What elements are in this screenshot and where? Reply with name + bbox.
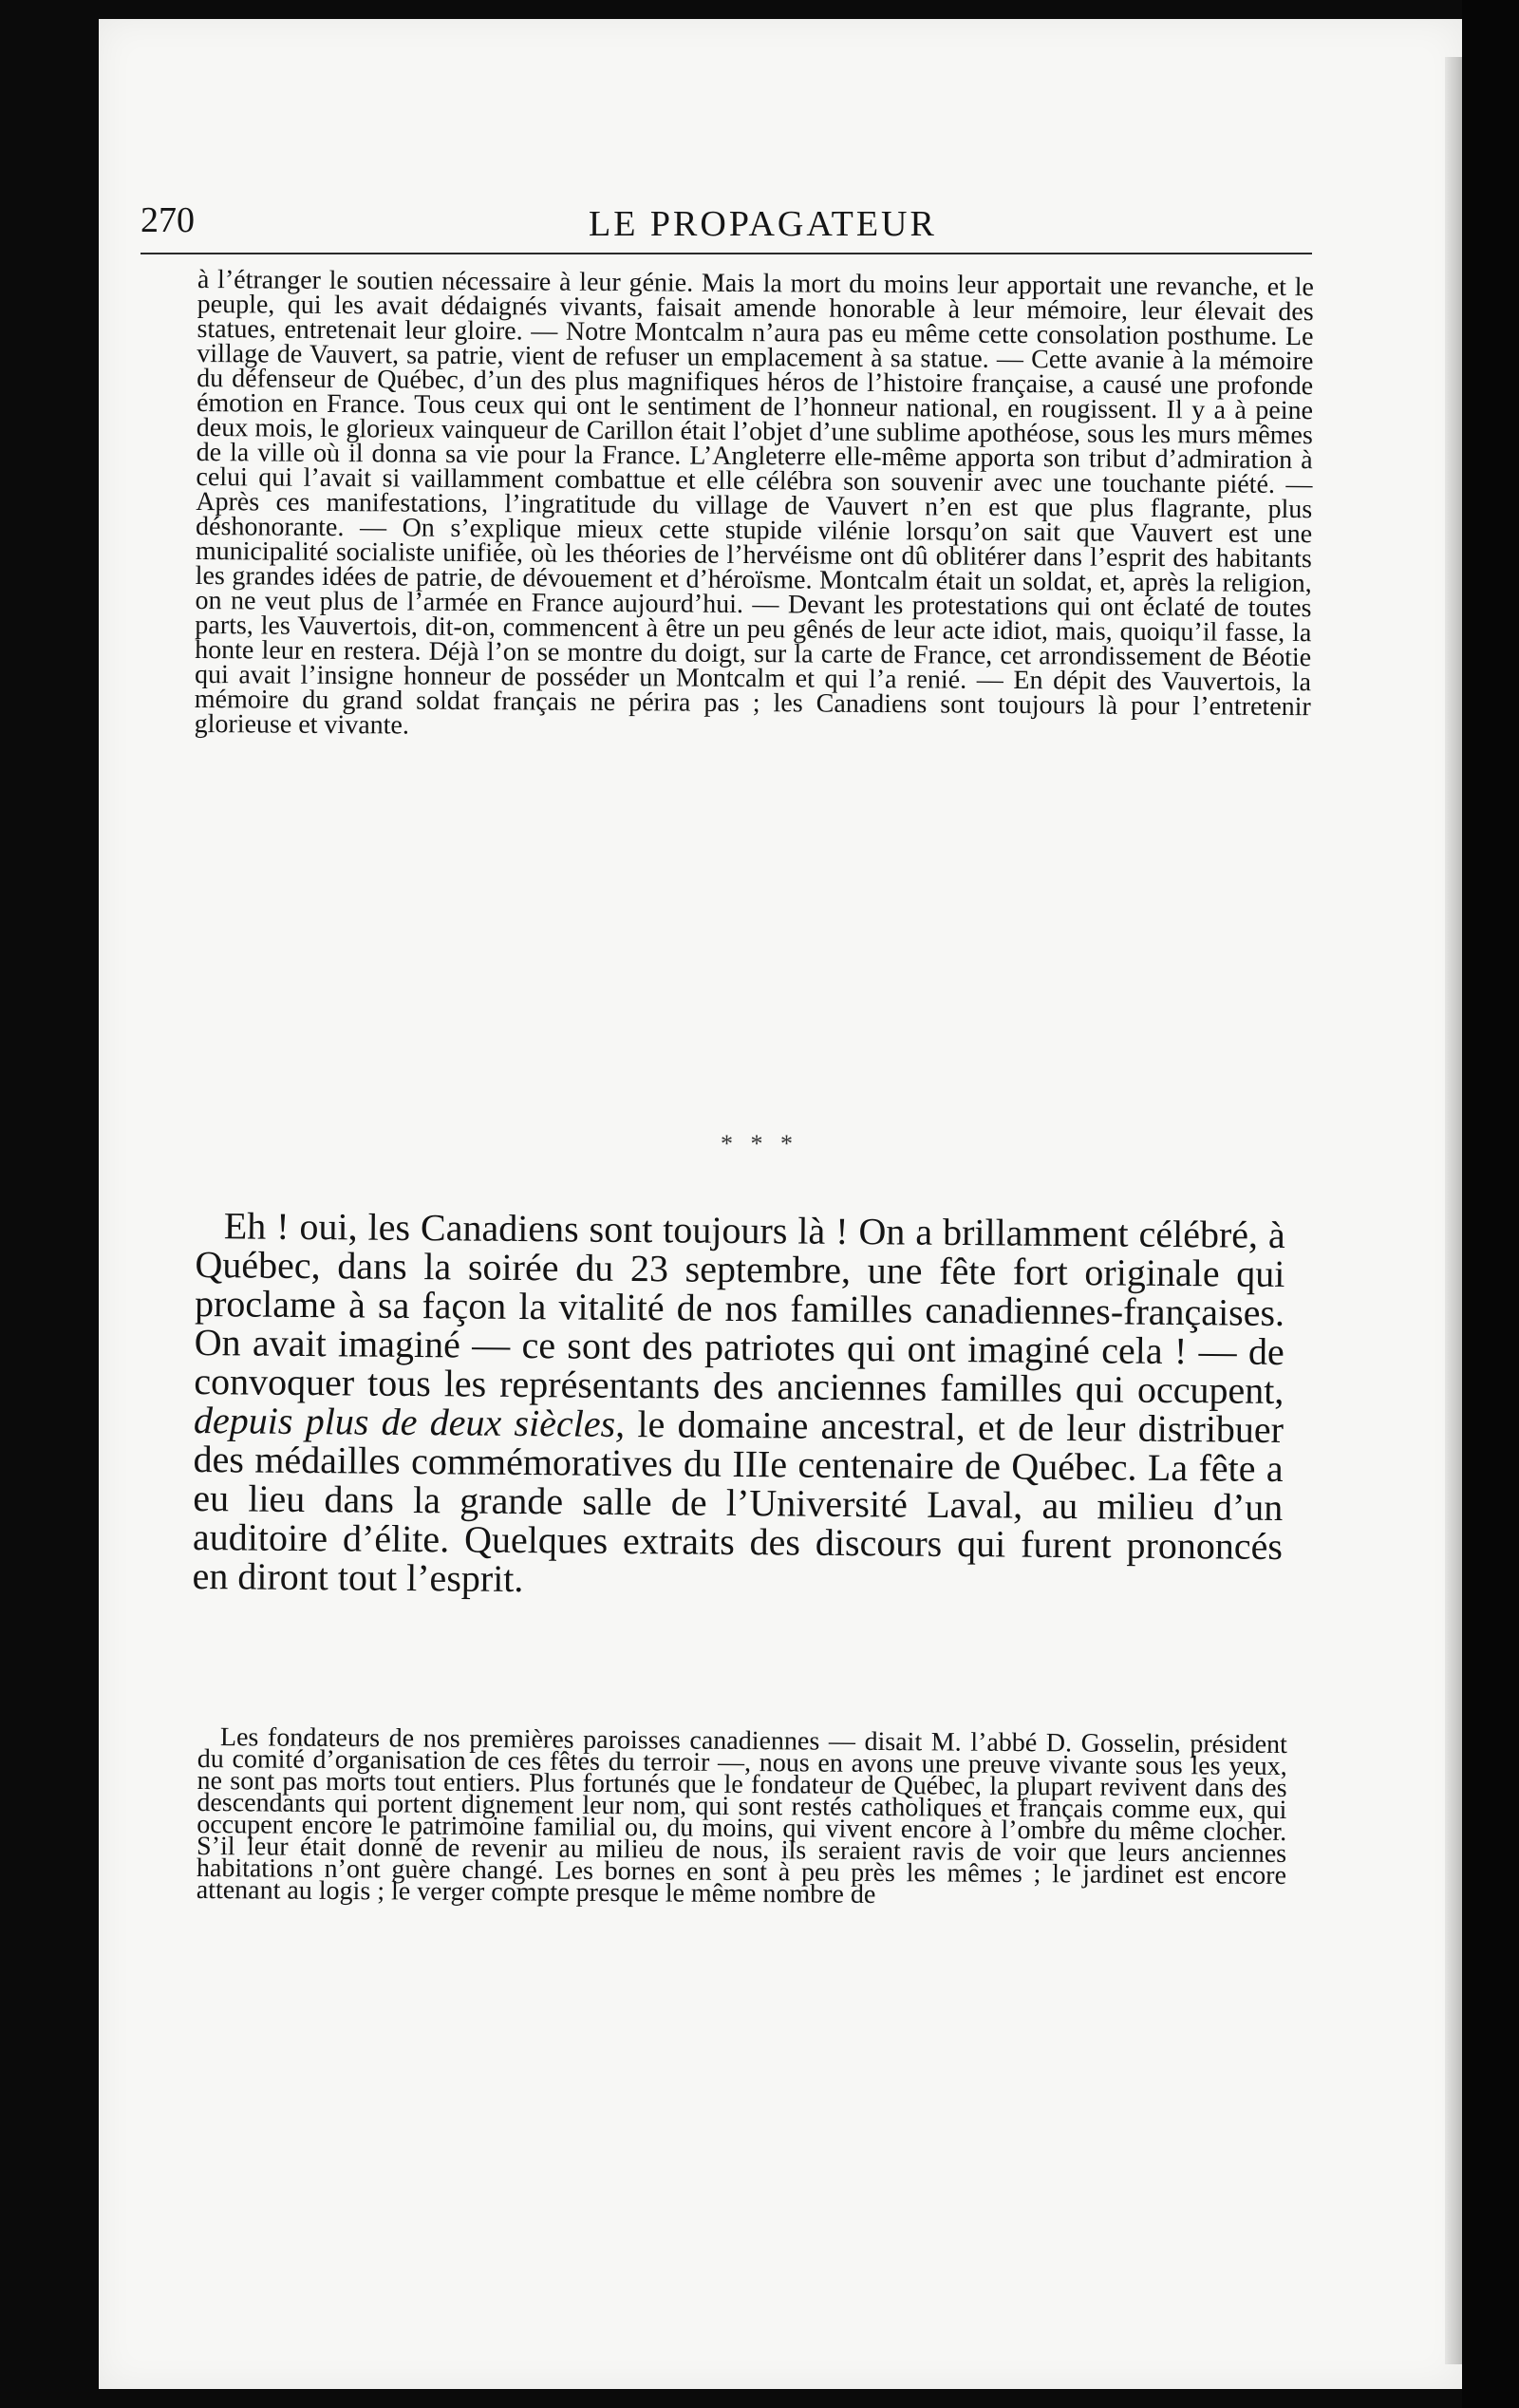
scan-right-border: [1462, 0, 1519, 2408]
running-title: LE PROPAGATEUR: [589, 204, 937, 244]
page-edge-shadow: [1445, 57, 1462, 2364]
paragraph-quote-gosselin: Les fondateurs de nos premières paroisses canadiennes — disait M. l’abbé D. Gosselin, président du comité d’organisation de ces fêtes du terroir —, nous en avons une preuve vivante sous les yeux, ne sont pas morts tout entiers. Plus fortunés que le fondateur de Québec, la plupart revivent dans des descendants qui portent dignement leur nom, qui sont restés catholiques et français comme eux, qui occupent encore le patrimoine familial ou, du moins, qui vivent encore à l’ombre du même clocher. S’il leur était donné de revenir au milieu de nous, ils seraient ravis de voir que leurs anciennes habitations n’ont guère changé. Les bornes en sont à peu près les mêmes ; le jardinet est encore attenant au logis ; le verger compte presque le même nombre de: [196, 1722, 1288, 1909]
paragraph-canadiens-italic: depuis plus de deux siècles,: [193, 1398, 626, 1445]
paragraph-montcalm: à l’étranger le soutien nécessaire à leur génie. Mais la mort du moins leur apportait une revanche, et le peuple, qui les avait dédaignés vivants, faisait amende honorable à leur mémoire, leur élevait des statues, entretenait leur gloire. — Notre Montcalm n’aura pas eu même cette consolation posthume. Le village de Vauvert, sa patrie, vient de refuser un emplacement à sa statue. — Cette avanie à la mémoire du défenseur de Québec, d’un des plus magnifiques héros de l’histoire française, a causé une profonde émotion en France. Tous ceux qui ont le sentiment de l’honneur national, en rougissent. Il y a à peine deux mois, le glorieux vainqueur de Carillon était l’objet d’une sublime apothéose, sous les murs mêmes de la ville où il donna sa vie pour la France. L’Angleterre elle-même apporta son tribut d’admiration à celui qui l’avait si vaillamment combattue et elle célébra son souvenir avec une touchante piété. — Après ces manifestations, l’ingratitude du village de Vauvert n’en est que plus flagrante, plus déshonorante. — On s’explique mieux cette stupide vilénie lorsqu’on sait que Vauvert est une municipalité socialiste unifiée, où les théories de l’hervéisme ont dû oblitérer dans l’esprit des habitants les grandes idées de patrie, de dévouement et d’héroïsme. Montcalm était un soldat, et, après la religion, on ne veut plus de l’armée en France aujourd’hui. — Devant les protestations qui ont éclaté de toutes parts, les Vauvertois, dit-on, commencent à être un peu gênés de leur acte idiot, mais, quoiqu’il fasse, la honte leur en restera. Déjà l’on se montre du doigt, sur la carte de France, cet arrondissement de Béotie qui avait l’insigne honneur de posséder un Montcalm et qui l’a renié. — En dépit des Vauvertois, la mémoire du grand soldat français ne périra pas ; les Canadiens sont toujours là pour l’entretenir glorieuse et vivante.: [194, 265, 1314, 741]
page-number: 270: [141, 200, 195, 240]
paragraph-canadiens-text-2: le domaine ancestral, et de leur distribuer des médailles commémoratives du IIIe centenaire de Québec. La fête a eu lieu dans la grande salle de l’Université Laval, au milieu d’un auditoire d’élite. Quelques extraits des discours qui furent prononcés en diront tout l’esprit.: [192, 1402, 1285, 1601]
header-rule: [141, 253, 1312, 254]
paragraph-canadiens: [192, 1206, 1285, 1605]
page-header: [141, 199, 1314, 256]
paragraph-canadiens-text-1: Eh ! oui, les Canadiens sont toujours là ! On a brillamment célébré, à Québec, dans la soirée du 23 septembre, une fête fort originale qui proclame à sa façon la vitalité de nos familles canadiennes-françaises. On avait imaginé — ce sont des patriotes qui ont imaginé cela ! — de convoquer tous les représentants des anciennes familles qui occupent,: [194, 1204, 1285, 1413]
section-separator: * * *: [721, 1130, 798, 1157]
